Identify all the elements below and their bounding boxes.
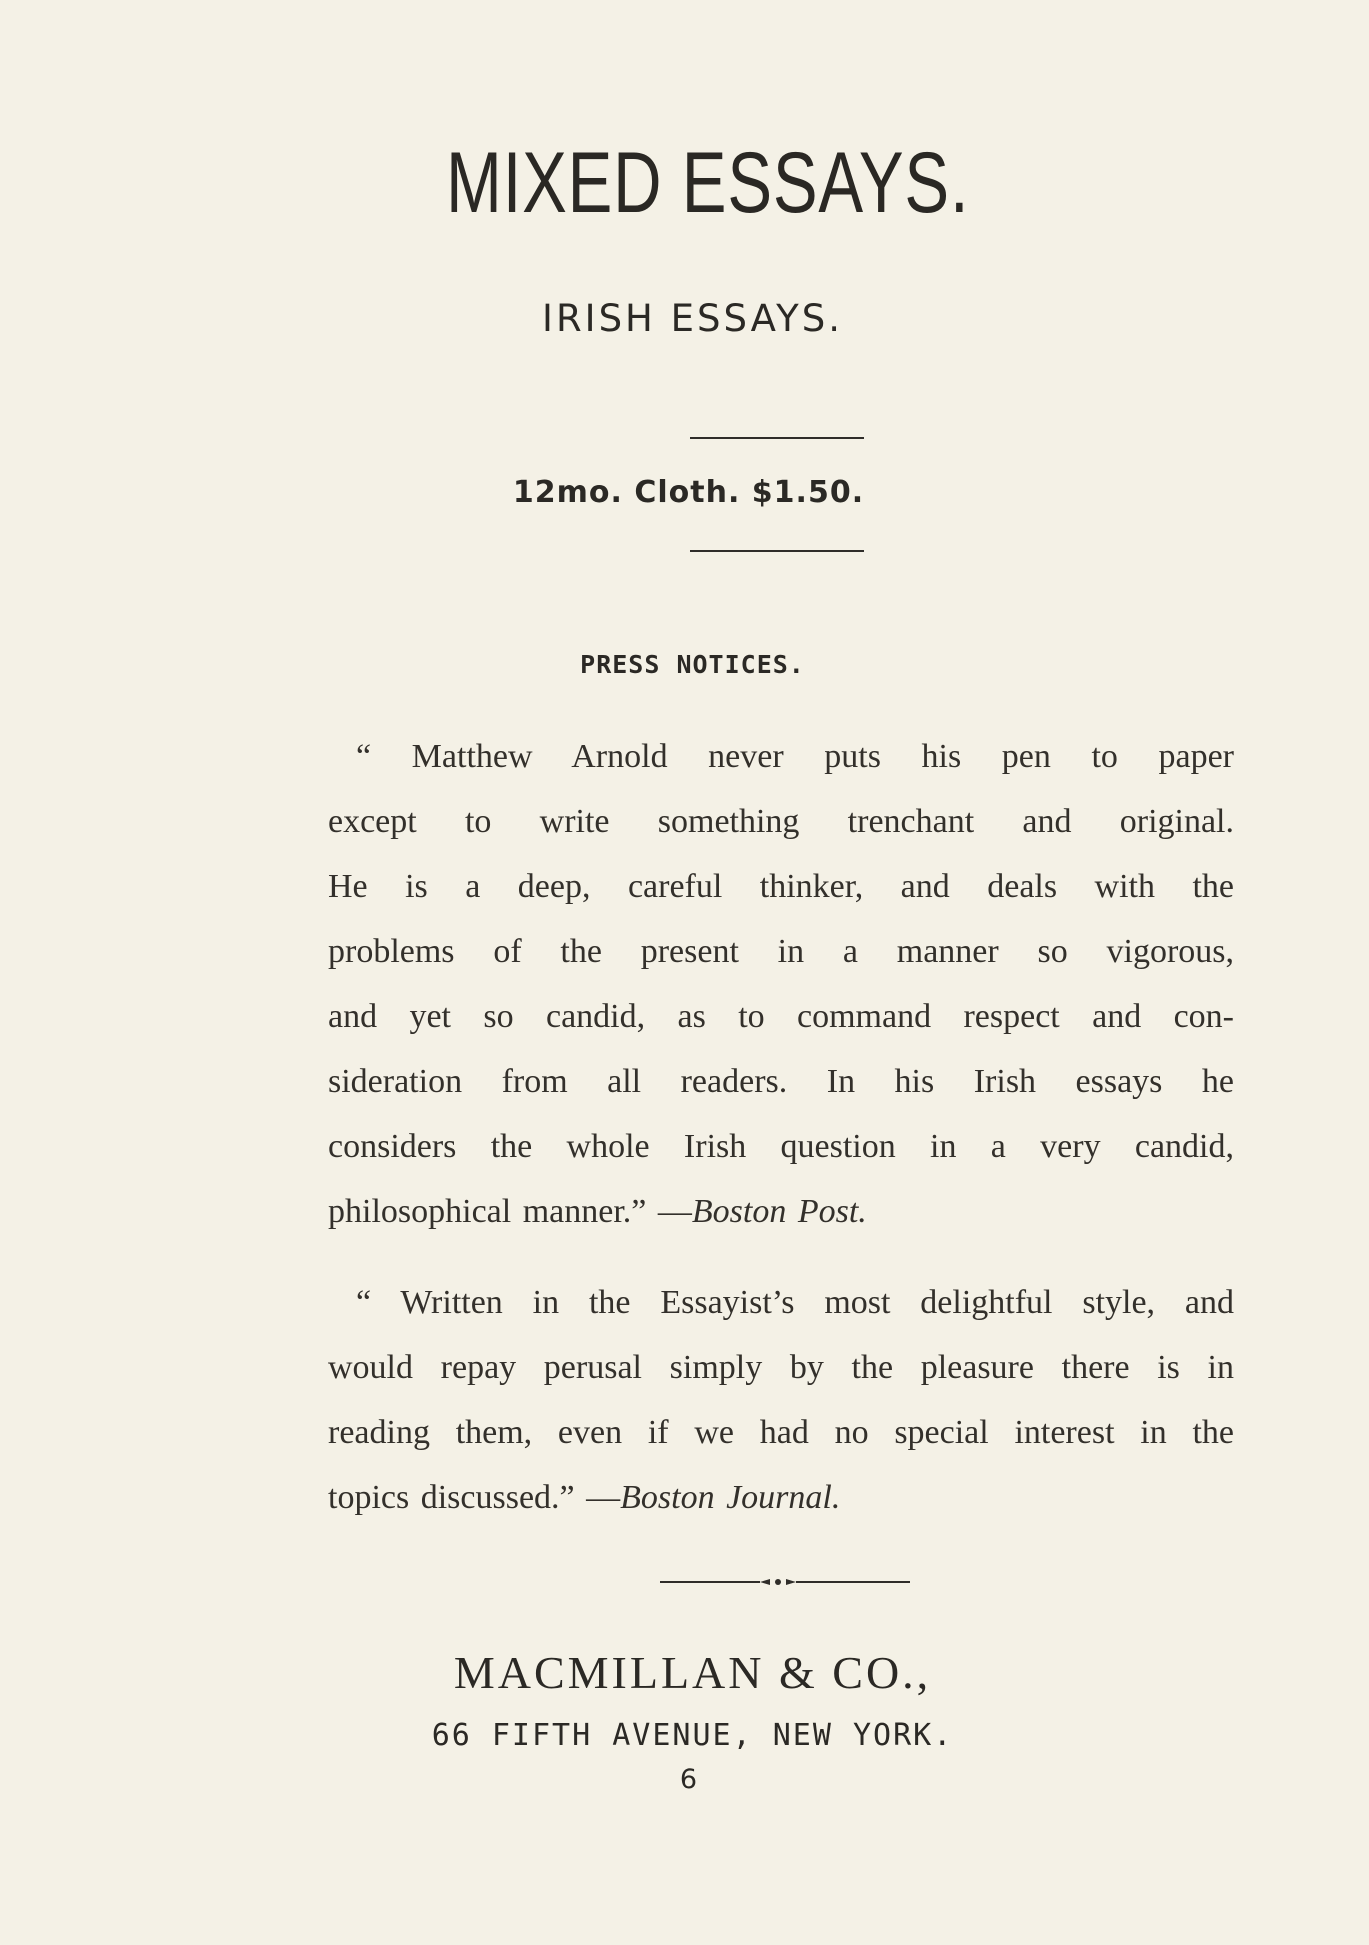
press-notice-boston-post xyxy=(328,724,1234,1244)
notice-line: problems of the present in a manner so vigorous, xyxy=(328,933,1234,970)
notice-last-line xyxy=(328,1179,1234,1244)
notice-line: considers the whole Irish question in a very candid, xyxy=(328,1128,1234,1165)
top-rule xyxy=(690,437,864,439)
notice-source: Boston Journal. xyxy=(620,1479,841,1516)
bottom-rule xyxy=(690,550,864,552)
notice-text: topics discussed.” — xyxy=(328,1479,621,1516)
publisher-name: MACMILLAN & CO., xyxy=(453,1647,932,1698)
notice-line: “ Written in the Essayist’s most delightful style, and xyxy=(356,1284,1234,1321)
press-notices-heading: PRESS NOTICES. xyxy=(580,650,805,679)
press-notice-boston-journal xyxy=(328,1270,1234,1530)
subtitle: IRISH ESSAYS. xyxy=(542,297,843,340)
notice-last-line xyxy=(328,1465,1234,1530)
notice-line: “ Matthew Arnold never puts his pen to paper xyxy=(356,738,1234,775)
notice-line: He is a deep, careful thinker, and deals with the xyxy=(328,868,1234,905)
page-title: MIXED ESSAYS. xyxy=(446,135,970,231)
notice-line: except to write something trenchant and original. xyxy=(328,803,1234,840)
notice-line: would repay perusal simply by the pleasure there is in xyxy=(328,1349,1234,1386)
notice-line: sideration from all readers. In his Irish essays he xyxy=(328,1063,1234,1100)
notice-source: Boston Post. xyxy=(691,1193,867,1230)
page-number: 6 xyxy=(679,1764,698,1795)
ornament-divider xyxy=(660,1578,910,1586)
notice-line: reading them, even if we had no special interest in the xyxy=(328,1414,1234,1451)
publisher-address: 66 FIFTH AVENUE, NEW YORK. xyxy=(431,1718,954,1753)
price-line: 12mo. Cloth. $1.50. xyxy=(512,475,865,510)
notice-text: philosophical manner.” — xyxy=(328,1193,692,1230)
notice-line: and yet so candid, as to command respect and con- xyxy=(328,998,1234,1035)
